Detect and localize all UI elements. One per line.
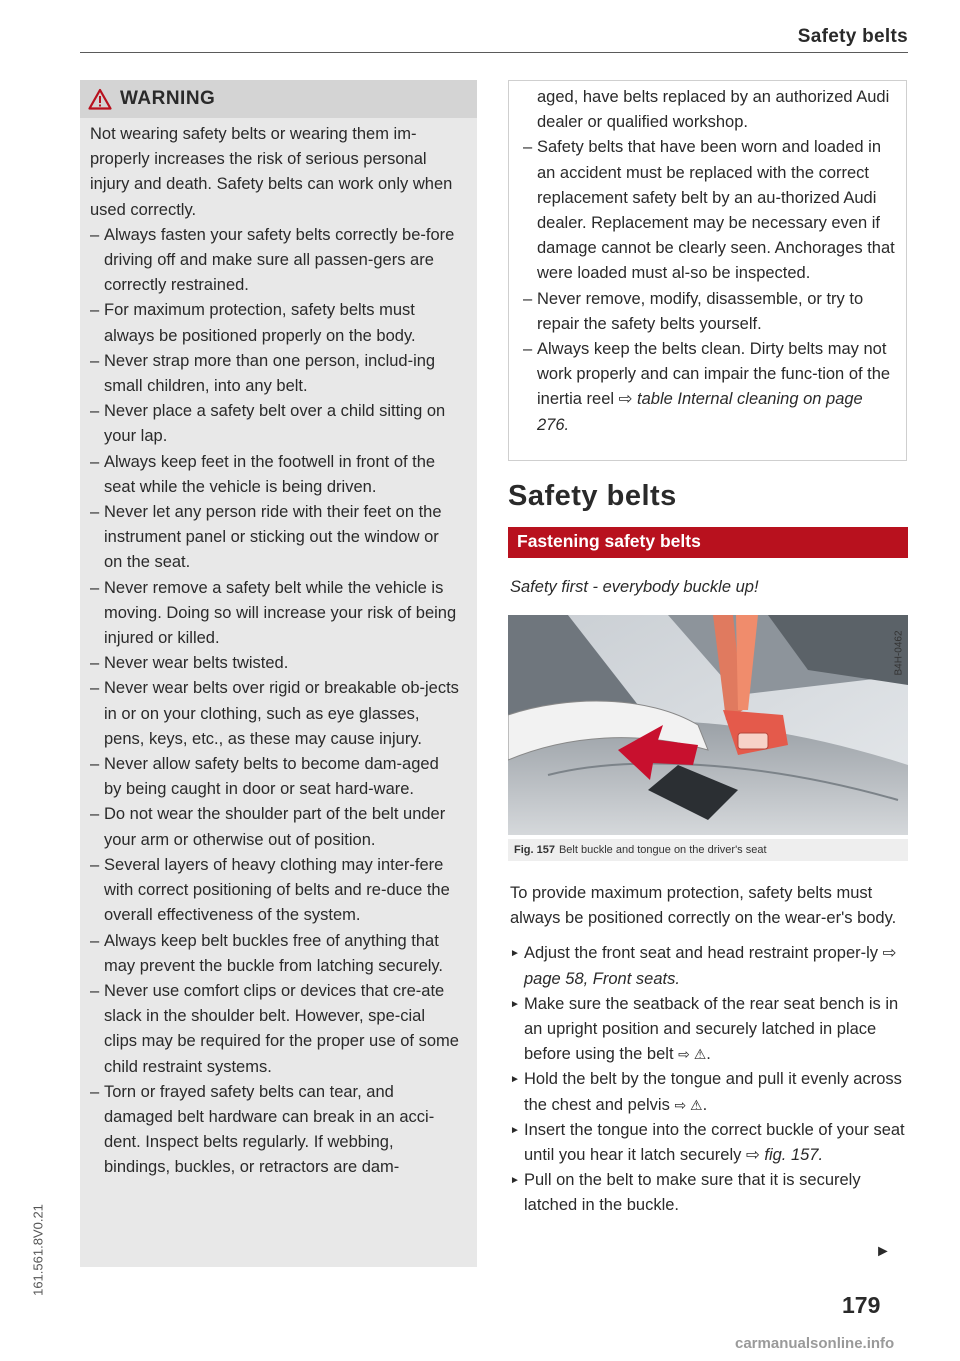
warning-item: – Never wear belts over rigid or breakable ob-jects in or on your clothing, such as eye glasses, pens, keys, etc., as these may cause injury. — [90, 676, 459, 752]
warning-item: – Never let any person ride with their feet on the instrument panel or sticking out the window or on the seat. — [90, 500, 459, 576]
arrow-icon: ⇨ — [618, 390, 633, 409]
warning-body — [80, 118, 477, 1181]
warning-intro: Not wearing safety belts or wearing them im-properly increases the risk of serious personal injury and death. Safety belts can work only when used correctly. — [90, 125, 453, 219]
header-title: Safety belts — [797, 26, 908, 47]
warning-reference-icon[interactable]: ⇨ ⚠ — [674, 1096, 703, 1113]
belt-buckle-illustration — [508, 615, 908, 835]
warning-item: – Always keep the belts clean. Dirty belts may not work properly and can impair the func-tion of the inertia reel ⇨ table Internal cleaning on page 276. — [523, 337, 896, 438]
subsection-heading: Fastening safety belts — [517, 531, 701, 551]
warning-title: WARNING — [120, 88, 216, 109]
instruction-step: ► Pull on the belt to make sure that it is securely latched in the buckle. — [508, 1168, 908, 1218]
section-intro: Safety first - everybody buckle up! — [510, 578, 759, 596]
instruction-steps — [508, 941, 908, 1218]
figure-image — [508, 615, 908, 835]
warning-item: – Several layers of heavy clothing may inter-fere with correct positioning of belts and re-duce the overall effectiveness of the system. — [90, 853, 459, 929]
figure-caption-text: Belt buckle and tongue on the driver's seat — [558, 844, 767, 856]
subsection-bar — [508, 527, 908, 558]
warning-item: – Safety belts that have been worn and loaded in an accident must be replaced with the correct replacement safety belt by an au-thorized Audi dealer. Replacement may be necessary even if damage cannot be clearly seen. Anchorages that were loaded must al-so be inspected. — [523, 135, 896, 286]
warning-continued-list — [523, 135, 896, 437]
cross-reference-link[interactable]: table Internal cleaning on page 276 — [537, 390, 863, 434]
header-rule — [80, 52, 908, 53]
cross-reference-link[interactable]: ⇨ page 58, Front seats — [524, 944, 897, 988]
warning-item: – Never wear belts twisted. — [90, 651, 459, 676]
side-code-text: 161.561.8V0.21 — [30, 1204, 46, 1296]
warning-item: – Never allow safety belts to become dam-aged by being caught in door or seat hard-ware. — [90, 752, 459, 802]
warning-item: – Never use comfort clips or devices that cre-ate slack in the shoulder belt. However, spe-cial clips may be required for the proper use of some child restraint systems. — [90, 979, 459, 1080]
warning-header — [80, 80, 477, 118]
instruction-step: ► Make sure the seatback of the rear seat bench is in an upright position and securely latched in place before using the belt ⇨ ⚠. — [508, 992, 908, 1068]
instruction-step: ► Adjust the front seat and head restraint proper-ly ⇨ page 58, Front seats. — [508, 941, 908, 991]
warning-box — [80, 80, 477, 1267]
warning-item: – Always fasten your safety belts correctly be-fore driving off and make sure all passen-gers are correctly restrained. — [90, 223, 459, 299]
figure-caption-label: Fig. 157 — [514, 844, 555, 856]
warning-item: – Always keep belt buckles free of anything that may prevent the buckle from latching securely. — [90, 929, 459, 979]
warning-list — [90, 223, 459, 1181]
warning-continued-text: aged, have belts replaced by an authorized Audi dealer or qualified workshop. — [537, 88, 890, 132]
warning-item: – Never remove, modify, disassemble, or try to repair the safety belts yourself. — [523, 287, 896, 337]
warning-continued-box — [508, 80, 907, 461]
body-text — [508, 881, 908, 1219]
instruction-step: ► Hold the belt by the tongue and pull it evenly across the chest and pelvis ⇨ ⚠. — [508, 1067, 908, 1117]
section-heading: Safety belts — [508, 480, 677, 512]
cross-reference-link[interactable]: ⇨ fig. 157 — [745, 1146, 819, 1165]
warning-reference-icon[interactable]: ⇨ ⚠ — [678, 1046, 707, 1063]
warning-item: – For maximum protection, safety belts must always be positioned properly on the body. — [90, 298, 459, 348]
figure-caption — [508, 839, 908, 861]
warning-item: – Do not wear the shoulder part of the belt under your arm or otherwise out of position. — [90, 802, 459, 852]
instruction-step: ► Insert the tongue into the correct buckle of your seat until you hear it latch securely ⇨ fig. 157. — [508, 1118, 908, 1168]
warning-item: – Always keep feet in the footwell in front of the seat while the vehicle is being driven. — [90, 450, 459, 500]
warning-item: – Never strap more than one person, includ-ing small children, into any belt. — [90, 349, 459, 399]
warning-item: – Never remove a safety belt while the vehicle is moving. Doing so will increase your risk of being injured or killed. — [90, 576, 459, 652]
warning-triangle-icon — [88, 88, 112, 110]
warning-item: – Torn or frayed safety belts can tear, and damaged belt hardware can break in an acci-dent. Inspect belts regularly. If webbing, bindings, buckles, or retractors are dam- — [90, 1080, 459, 1181]
continue-arrow-icon: ► — [875, 1243, 891, 1260]
watermark: carmanualsonline.info — [735, 1335, 895, 1352]
body-paragraph: To provide maximum protection, safety belts must always be positioned correctly on the wear-er's body. — [510, 884, 897, 928]
warning-item: – Never place a safety belt over a child sitting on your lap. — [90, 399, 459, 449]
page-number: 179 — [842, 1292, 881, 1318]
side-code — [18, 1180, 58, 1320]
figure-code: B4H-0462 — [893, 630, 905, 676]
